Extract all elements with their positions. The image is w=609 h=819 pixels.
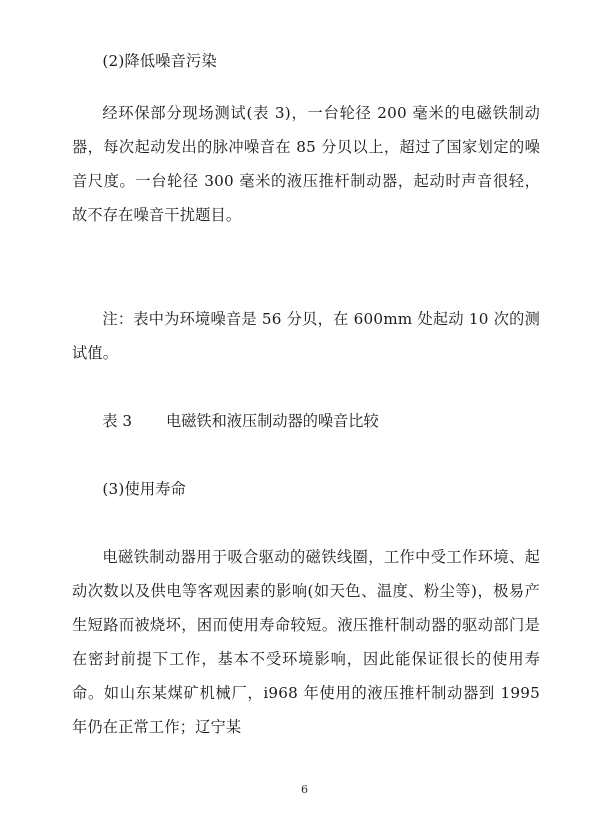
- paragraph-noise-test: 经环保部分现场测试(表 3)，一台轮径 200 毫米的电磁铁制动器，每次起动发出的脉冲噪音在 85 分贝以上，超过了国家划定的噪音尺度。一台轮径 300 毫米的液压推杆制动器，起动时声音很轻，故不存在噪音干扰题目。: [72, 104, 540, 224]
- spacer: [72, 232, 540, 302]
- page-number: 6: [301, 783, 308, 796]
- paragraph-test-note: 注：表中为环境噪音是 56 分贝，在 600mm 处起动 10 次的测试值。: [72, 310, 540, 362]
- table-3-title: 电磁铁和液压制动器的噪音比较: [166, 412, 379, 430]
- spacer: [72, 370, 540, 404]
- spacer: [72, 438, 540, 472]
- section-heading-service-life: (3)使用寿命: [102, 480, 187, 498]
- page-content: [72, 44, 540, 744]
- spacer: [72, 78, 540, 96]
- section-heading-noise-reduction: (2)降低噪音污染: [102, 52, 217, 70]
- spacer: [72, 506, 540, 540]
- table-3-label: 表 3: [102, 412, 133, 430]
- paragraph-service-life: 电磁铁制动器用于吸合驱动的磁铁线圈，工作中受工作环境、起动次数以及供电等客观因素的影响(如天色、温度、粉尘等)，极易产生短路而被烧坏，困而使用寿命较短。液压推杆制动器的驱动部门是在密封前提下工作，基本不受环境影响，因此能保证很长的使用寿命。如山东某煤矿机械厂，i968 年使用的液压推杆制动器到 1995 年仍在正常工作；辽宁某: [72, 548, 540, 736]
- table-3-caption: [72, 404, 540, 438]
